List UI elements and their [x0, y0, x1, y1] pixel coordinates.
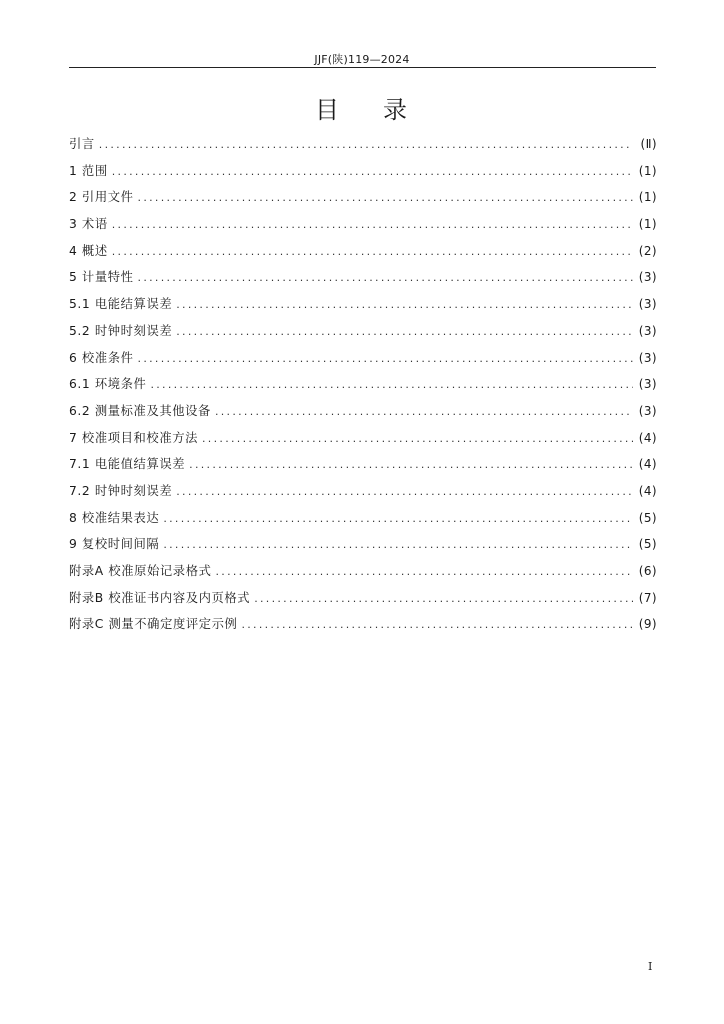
toc-entry[interactable]: [69, 425, 657, 452]
toc-entry-label: 5.2 时钟时刻误差: [69, 323, 173, 338]
title-char-2: 录: [383, 96, 409, 124]
toc-entry[interactable]: [69, 398, 657, 425]
toc-entry-label: 7.2 时钟时刻误差: [69, 483, 173, 498]
toc-entry-page: (9): [638, 617, 657, 632]
toc-entry-page: (5): [638, 510, 657, 525]
toc-entry-label: 6.2 测量标准及其他设备: [69, 403, 211, 418]
page-title: [0, 90, 724, 125]
toc-entry-label: 7.1 电能值结算误差: [69, 457, 186, 472]
toc-leader-dots: [176, 479, 633, 506]
toc-entry[interactable]: [69, 184, 657, 211]
toc-entry[interactable]: [69, 478, 657, 505]
toc-entry-label: 引言: [69, 137, 95, 151]
toc-leader-dots: [112, 239, 633, 266]
toc-entry[interactable]: [69, 291, 657, 318]
toc-entry-page: (2): [638, 243, 657, 258]
toc-entry-page: (7): [638, 590, 657, 605]
toc-entry-label: 5.1 电能结算误差: [69, 297, 173, 312]
toc-entry[interactable]: [69, 238, 657, 265]
toc-entry-label: 附录B 校准证书内容及内页格式: [69, 590, 251, 605]
toc-entry[interactable]: [69, 451, 657, 478]
toc-entry[interactable]: [69, 131, 657, 158]
toc-entry[interactable]: [69, 211, 657, 238]
toc-leader-dots: [241, 612, 632, 639]
toc-entry-page: (3): [638, 297, 657, 312]
toc-entry-page: (3): [638, 403, 657, 418]
toc-entry-page: (1): [638, 163, 657, 178]
toc-entry-label: 1 范围: [69, 163, 108, 178]
toc-entry[interactable]: [69, 318, 657, 345]
toc-leader-dots: [99, 132, 635, 159]
toc-entry-label: 9 复校时间间隔: [69, 537, 160, 552]
toc-leader-dots: [254, 586, 633, 613]
header-divider: [69, 67, 656, 68]
toc-entry[interactable]: [69, 585, 657, 612]
toc-leader-dots: [215, 399, 633, 426]
toc-entry-page: (3): [638, 323, 657, 338]
toc-entry[interactable]: [69, 531, 657, 558]
title-char-1: 目: [315, 96, 341, 124]
toc-leader-dots: [202, 426, 633, 453]
toc-entry-label: 2 引用文件: [69, 190, 134, 205]
toc-entry-page: (4): [638, 483, 657, 498]
toc-leader-dots: [138, 346, 633, 373]
toc-leader-dots: [216, 559, 633, 586]
toc-leader-dots: [189, 452, 633, 479]
toc-entry[interactable]: [69, 371, 657, 398]
toc-leader-dots: [138, 265, 633, 292]
toc-leader-dots: [150, 372, 632, 399]
toc-entry-label: 5 计量特性: [69, 270, 134, 285]
page-number: Ⅰ: [648, 960, 653, 973]
toc-leader-dots: [176, 292, 633, 319]
toc-entry-label: 3 术语: [69, 217, 108, 232]
toc-leader-dots: [138, 185, 633, 212]
toc-entry-page: (3): [638, 350, 657, 365]
toc-entry-label: 附录A 校准原始记录格式: [69, 564, 212, 578]
toc-entry-page: (5): [638, 537, 657, 552]
toc-entry-page: (3): [638, 377, 657, 392]
toc-entry-page: (1): [638, 217, 657, 232]
toc-entry[interactable]: [69, 558, 657, 585]
toc-entry[interactable]: [69, 505, 657, 532]
toc-entry-label: 附录C 测量不确定度评定示例: [69, 617, 238, 632]
toc-entry-label: 6.1 环境条件: [69, 377, 147, 392]
toc-entry[interactable]: [69, 611, 657, 638]
toc-entry[interactable]: [69, 158, 657, 185]
toc-entry-page: (Ⅱ): [640, 137, 657, 151]
toc-entry-label: 7 校准项目和校准方法: [69, 430, 199, 445]
toc-leader-dots: [163, 532, 632, 559]
toc-entry-page: (6): [638, 564, 657, 578]
toc-leader-dots: [112, 159, 633, 186]
toc-entry-label: 4 概述: [69, 243, 108, 258]
toc-leader-dots: [163, 506, 632, 533]
toc-entry[interactable]: [69, 264, 657, 291]
toc-entry-label: 6 校准条件: [69, 350, 134, 365]
toc-leader-dots: [112, 212, 633, 239]
toc-entry-page: (4): [638, 457, 657, 472]
document-code-header: JJF(陕)119—2024: [314, 53, 410, 66]
toc-entry-page: (1): [638, 190, 657, 205]
toc-entry[interactable]: [69, 345, 657, 372]
toc-leader-dots: [176, 319, 633, 346]
toc-entry-page: (3): [638, 270, 657, 285]
toc-entry-page: (4): [638, 430, 657, 445]
toc-entry-label: 8 校准结果表达: [69, 510, 160, 525]
table-of-contents: [69, 131, 657, 638]
